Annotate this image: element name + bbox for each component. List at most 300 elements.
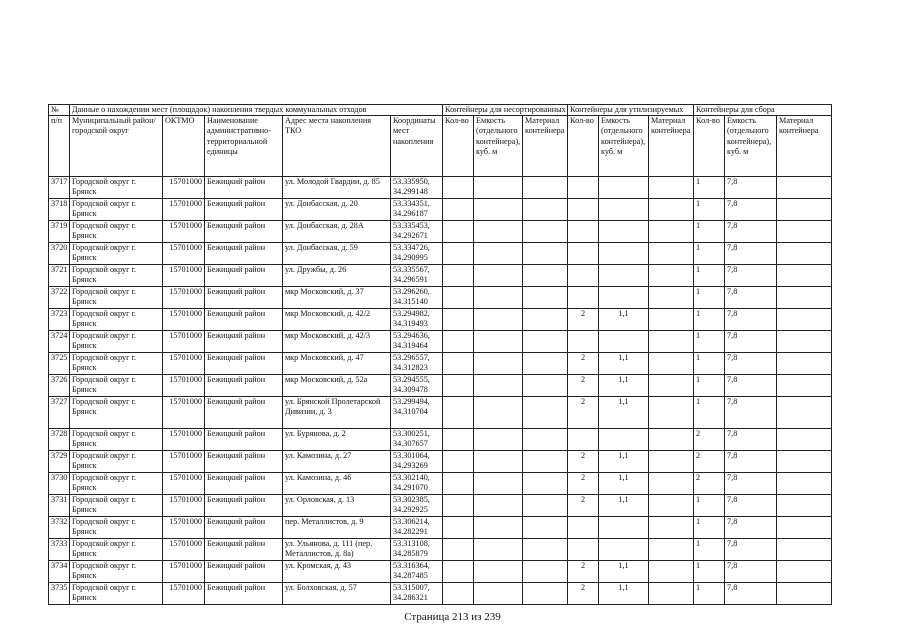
cell-unsorted-material	[523, 243, 568, 265]
cell-collect-qty: 1	[694, 375, 725, 397]
cell-unit: Бежицкий район	[205, 375, 283, 397]
cell-index: 3732	[49, 517, 70, 539]
table-row	[49, 517, 832, 539]
cell-unit: Бежицкий район	[205, 583, 283, 605]
table-row	[49, 583, 832, 605]
table-row	[49, 473, 832, 495]
cell-index: 3726	[49, 375, 70, 397]
cell-collect-capacity: 7,8	[725, 397, 777, 429]
cell-recyclable-capacity	[599, 199, 649, 221]
cell-collect-qty: 1	[694, 495, 725, 517]
header-unsorted-group: Контейнеры для несортированных	[443, 105, 568, 116]
cell-oktmo: 15701000	[163, 287, 205, 309]
table-row	[49, 243, 832, 265]
cell-oktmo: 15701000	[163, 177, 205, 199]
cell-collect-qty: 1	[694, 517, 725, 539]
cell-collect-capacity: 7,8	[725, 561, 777, 583]
cell-unsorted-material	[523, 583, 568, 605]
cell-recyclable-capacity: 1,1	[599, 353, 649, 375]
cell-unsorted-capacity	[474, 517, 523, 539]
col-header-unsorted-material: Материал контейнера	[523, 116, 568, 177]
cell-recyclable-qty: 2	[568, 473, 599, 495]
cell-collect-material	[777, 221, 832, 243]
cell-collect-material	[777, 451, 832, 473]
cell-unsorted-material	[523, 495, 568, 517]
cell-recyclable-capacity	[599, 287, 649, 309]
cell-collect-capacity: 7,8	[725, 583, 777, 605]
cell-address: ул. Донбасская, д. 28А	[283, 221, 391, 243]
cell-collect-qty: 1	[694, 221, 725, 243]
cell-address: ул. Дружбы, д. 26	[283, 265, 391, 287]
cell-recyclable-capacity: 1,1	[599, 397, 649, 429]
cell-recyclable-capacity: 1,1	[599, 473, 649, 495]
cell-unsorted-qty	[443, 539, 474, 561]
cell-collect-capacity: 7,8	[725, 199, 777, 221]
cell-district: Городской округ г. Брянск	[70, 265, 163, 287]
cell-index: 3729	[49, 451, 70, 473]
cell-index: 3734	[49, 561, 70, 583]
cell-unit: Бежицкий район	[205, 287, 283, 309]
cell-collect-capacity: 7,8	[725, 473, 777, 495]
cell-unsorted-material	[523, 309, 568, 331]
cell-recyclable-material	[649, 265, 694, 287]
cell-coords: 53.316364, 34.287485	[391, 561, 443, 583]
cell-collect-qty: 1	[694, 287, 725, 309]
cell-index: 3720	[49, 243, 70, 265]
cell-unsorted-capacity	[474, 561, 523, 583]
cell-recyclable-material	[649, 495, 694, 517]
cell-coords: 53.299494, 34.310704	[391, 397, 443, 429]
cell-unit: Бежицкий район	[205, 429, 283, 451]
cell-index: 3727	[49, 397, 70, 429]
cell-collect-material	[777, 309, 832, 331]
cell-district: Городской округ г. Брянск	[70, 429, 163, 451]
cell-recyclable-capacity	[599, 539, 649, 561]
cell-unsorted-material	[523, 287, 568, 309]
cell-recyclable-qty	[568, 243, 599, 265]
cell-recyclable-qty	[568, 221, 599, 243]
cell-oktmo: 15701000	[163, 353, 205, 375]
cell-unsorted-material	[523, 451, 568, 473]
cell-district: Городской округ г. Брянск	[70, 397, 163, 429]
cell-oktmo: 15701000	[163, 331, 205, 353]
cell-recyclable-qty	[568, 429, 599, 451]
cell-collect-material	[777, 199, 832, 221]
cell-oktmo: 15701000	[163, 583, 205, 605]
col-header-unsorted-capacity: Емкость (отдельного контейнера), куб. м	[474, 116, 523, 177]
cell-recyclable-capacity	[599, 177, 649, 199]
cell-coords: 53.335453, 34.292671	[391, 221, 443, 243]
cell-address: пер. Металлистов, д. 9	[283, 517, 391, 539]
cell-recyclable-material	[649, 309, 694, 331]
table-row	[49, 429, 832, 451]
cell-district: Городской округ г. Брянск	[70, 287, 163, 309]
cell-unit: Бежицкий район	[205, 517, 283, 539]
cell-recyclable-capacity: 1,1	[599, 495, 649, 517]
cell-unsorted-qty	[443, 517, 474, 539]
cell-recyclable-capacity: 1,1	[599, 451, 649, 473]
cell-collect-material	[777, 331, 832, 353]
cell-oktmo: 15701000	[163, 199, 205, 221]
cell-collect-qty: 2	[694, 451, 725, 473]
cell-district: Городской округ г. Брянск	[70, 561, 163, 583]
cell-collect-qty: 1	[694, 583, 725, 605]
cell-recyclable-qty: 2	[568, 561, 599, 583]
cell-unsorted-capacity	[474, 495, 523, 517]
cell-coords: 53.302385, 34.292925	[391, 495, 443, 517]
cell-recyclable-qty	[568, 287, 599, 309]
cell-district: Городской округ г. Брянск	[70, 331, 163, 353]
cell-collect-capacity: 7,8	[725, 221, 777, 243]
cell-address: ул. Донбасская, д. 59	[283, 243, 391, 265]
cell-address: мкр Московский, д. 42/2	[283, 309, 391, 331]
table-row	[49, 287, 832, 309]
cell-recyclable-capacity	[599, 429, 649, 451]
cell-recyclable-qty: 2	[568, 375, 599, 397]
cell-recyclable-capacity	[599, 331, 649, 353]
cell-unsorted-qty	[443, 287, 474, 309]
col-header-recyclable-qty: Кол-во	[568, 116, 599, 177]
table-row	[49, 397, 832, 429]
cell-recyclable-capacity	[599, 243, 649, 265]
cell-collect-material	[777, 177, 832, 199]
cell-address: ул. Камозина, д. 27	[283, 451, 391, 473]
cell-unit: Бежицкий район	[205, 473, 283, 495]
cell-coords: 53.294636, 34.319464	[391, 331, 443, 353]
cell-unsorted-qty	[443, 451, 474, 473]
table-row	[49, 221, 832, 243]
cell-unsorted-qty	[443, 429, 474, 451]
container-sites-table	[48, 104, 832, 605]
cell-collect-qty: 1	[694, 561, 725, 583]
cell-unsorted-capacity	[474, 397, 523, 429]
col-header-unit: Наименование административно-территориальной единицы	[205, 116, 283, 177]
cell-recyclable-qty	[568, 517, 599, 539]
cell-unsorted-capacity	[474, 265, 523, 287]
col-header-address: Адрес места накопления ТКО	[283, 116, 391, 177]
cell-unsorted-capacity	[474, 429, 523, 451]
cell-recyclable-capacity: 1,1	[599, 375, 649, 397]
cell-address: ул. Орловская, д. 13	[283, 495, 391, 517]
table-row	[49, 539, 832, 561]
cell-unit: Бежицкий район	[205, 495, 283, 517]
cell-district: Городской округ г. Брянск	[70, 517, 163, 539]
cell-address: ул. Брянской Пролетарской Дивизии, д. 3	[283, 397, 391, 429]
cell-district: Городской округ г. Брянск	[70, 243, 163, 265]
cell-address: мкр Московский, д. 52а	[283, 375, 391, 397]
cell-coords: 53.315007, 34.286321	[391, 583, 443, 605]
cell-coords: 53.296260, 34.315140	[391, 287, 443, 309]
cell-index: 3724	[49, 331, 70, 353]
cell-unit: Бежицкий район	[205, 561, 283, 583]
cell-unit: Бежицкий район	[205, 353, 283, 375]
cell-unsorted-capacity	[474, 221, 523, 243]
cell-district: Городской округ г. Брянск	[70, 583, 163, 605]
cell-recyclable-material	[649, 177, 694, 199]
cell-unsorted-material	[523, 539, 568, 561]
cell-collect-material	[777, 287, 832, 309]
cell-coords: 53.294555, 34.309478	[391, 375, 443, 397]
cell-oktmo: 15701000	[163, 309, 205, 331]
cell-collect-qty: 1	[694, 199, 725, 221]
table-body	[49, 177, 832, 605]
cell-collect-capacity: 7,8	[725, 517, 777, 539]
cell-recyclable-material	[649, 221, 694, 243]
cell-unsorted-capacity	[474, 539, 523, 561]
cell-index: 3722	[49, 287, 70, 309]
cell-recyclable-material	[649, 473, 694, 495]
header-columns-row	[49, 116, 832, 177]
cell-unsorted-capacity	[474, 583, 523, 605]
cell-unsorted-capacity	[474, 309, 523, 331]
cell-recyclable-material	[649, 331, 694, 353]
header-num-symbol: №	[49, 105, 70, 116]
cell-unsorted-capacity	[474, 177, 523, 199]
cell-address: мкр Московский, д. 42/3	[283, 331, 391, 353]
cell-collect-capacity: 7,8	[725, 539, 777, 561]
cell-recyclable-material	[649, 451, 694, 473]
cell-collect-capacity: 7,8	[725, 331, 777, 353]
cell-collect-qty: 1	[694, 353, 725, 375]
cell-oktmo: 15701000	[163, 397, 205, 429]
header-recyclable-group: Контейнеры для утилизируемых	[568, 105, 694, 116]
cell-coords: 53.302140, 34.291070	[391, 473, 443, 495]
cell-coords: 53.306214, 34.282291	[391, 517, 443, 539]
cell-unsorted-material	[523, 353, 568, 375]
cell-unsorted-material	[523, 473, 568, 495]
cell-collect-capacity: 7,8	[725, 177, 777, 199]
cell-recyclable-qty: 2	[568, 309, 599, 331]
cell-oktmo: 15701000	[163, 429, 205, 451]
cell-recyclable-qty: 2	[568, 353, 599, 375]
cell-unit: Бежицкий район	[205, 221, 283, 243]
cell-collect-material	[777, 561, 832, 583]
cell-address: ул. Молодой Гвардии, д. 85	[283, 177, 391, 199]
cell-unit: Бежицкий район	[205, 199, 283, 221]
cell-unsorted-material	[523, 221, 568, 243]
cell-unsorted-material	[523, 517, 568, 539]
cell-unsorted-qty	[443, 199, 474, 221]
table-row	[49, 375, 832, 397]
cell-index: 3718	[49, 199, 70, 221]
cell-collect-capacity: 7,8	[725, 243, 777, 265]
cell-recyclable-capacity: 1,1	[599, 583, 649, 605]
cell-recyclable-qty	[568, 539, 599, 561]
cell-address: ул. Болховская, д. 57	[283, 583, 391, 605]
cell-unsorted-qty	[443, 397, 474, 429]
col-header-index: п/п	[49, 116, 70, 177]
cell-collect-material	[777, 429, 832, 451]
table-row	[49, 265, 832, 287]
cell-unit: Бежицкий район	[205, 243, 283, 265]
cell-recyclable-qty: 2	[568, 583, 599, 605]
cell-unsorted-material	[523, 561, 568, 583]
cell-address: ул. Кромская, д. 43	[283, 561, 391, 583]
cell-district: Городской округ г. Брянск	[70, 199, 163, 221]
cell-oktmo: 15701000	[163, 375, 205, 397]
cell-district: Городской округ г. Брянск	[70, 375, 163, 397]
cell-collect-material	[777, 353, 832, 375]
table-row	[49, 177, 832, 199]
cell-collect-material	[777, 375, 832, 397]
cell-unsorted-capacity	[474, 243, 523, 265]
table-row	[49, 199, 832, 221]
cell-collect-capacity: 7,8	[725, 495, 777, 517]
col-header-unsorted-qty: Кол-во	[443, 116, 474, 177]
cell-collect-material	[777, 265, 832, 287]
cell-collect-qty: 1	[694, 265, 725, 287]
header-group-row	[49, 105, 832, 116]
cell-unsorted-material	[523, 429, 568, 451]
cell-coords: 53.335567, 34.296591	[391, 265, 443, 287]
cell-index: 3730	[49, 473, 70, 495]
cell-recyclable-qty: 2	[568, 397, 599, 429]
cell-recyclable-material	[649, 397, 694, 429]
cell-unit: Бежицкий район	[205, 539, 283, 561]
cell-oktmo: 15701000	[163, 243, 205, 265]
cell-collect-qty: 1	[694, 309, 725, 331]
cell-index: 3731	[49, 495, 70, 517]
cell-oktmo: 15701000	[163, 495, 205, 517]
cell-unsorted-material	[523, 331, 568, 353]
cell-collect-qty: 1	[694, 177, 725, 199]
cell-collect-material	[777, 243, 832, 265]
cell-unsorted-qty	[443, 177, 474, 199]
cell-unit: Бежицкий район	[205, 451, 283, 473]
cell-coords: 53.294982, 34.319493	[391, 309, 443, 331]
cell-index: 3719	[49, 221, 70, 243]
table-row	[49, 561, 832, 583]
cell-unit: Бежицкий район	[205, 177, 283, 199]
cell-collect-material	[777, 473, 832, 495]
table-row	[49, 353, 832, 375]
col-header-collect-capacity: Емкость (отдельного контейнера), куб. м	[725, 116, 777, 177]
cell-index: 3723	[49, 309, 70, 331]
cell-unsorted-qty	[443, 331, 474, 353]
cell-district: Городской округ г. Брянск	[70, 353, 163, 375]
cell-address: мкр Московский, д. 47	[283, 353, 391, 375]
cell-collect-capacity: 7,8	[725, 451, 777, 473]
col-header-coords: Координаты мест накопления	[391, 116, 443, 177]
cell-recyclable-material	[649, 243, 694, 265]
cell-district: Городской округ г. Брянск	[70, 221, 163, 243]
table-row	[49, 331, 832, 353]
cell-unit: Бежицкий район	[205, 265, 283, 287]
col-header-recyclable-material: Материал контейнера	[649, 116, 694, 177]
cell-collect-capacity: 7,8	[725, 265, 777, 287]
cell-collect-material	[777, 397, 832, 429]
cell-unsorted-qty	[443, 221, 474, 243]
cell-recyclable-material	[649, 375, 694, 397]
cell-recyclable-material	[649, 429, 694, 451]
cell-district: Городской округ г. Брянск	[70, 177, 163, 199]
cell-recyclable-material	[649, 199, 694, 221]
cell-district: Городской округ г. Брянск	[70, 539, 163, 561]
col-header-collect-material: Материал контейнера	[777, 116, 832, 177]
cell-oktmo: 15701000	[163, 265, 205, 287]
cell-index: 3728	[49, 429, 70, 451]
cell-recyclable-material	[649, 287, 694, 309]
cell-address: мкр Московский, д. 37	[283, 287, 391, 309]
cell-index: 3717	[49, 177, 70, 199]
cell-oktmo: 15701000	[163, 451, 205, 473]
cell-recyclable-capacity: 1,1	[599, 561, 649, 583]
cell-coords: 53.296557, 34.312823	[391, 353, 443, 375]
cell-collect-qty: 1	[694, 331, 725, 353]
cell-collect-qty: 1	[694, 539, 725, 561]
cell-oktmo: 15701000	[163, 473, 205, 495]
cell-recyclable-qty	[568, 265, 599, 287]
cell-oktmo: 15701000	[163, 517, 205, 539]
cell-collect-qty: 1	[694, 397, 725, 429]
cell-recyclable-material	[649, 539, 694, 561]
cell-collect-capacity: 7,8	[725, 375, 777, 397]
header-collect-group: Контейнеры для сбора	[694, 105, 832, 116]
cell-unsorted-capacity	[474, 331, 523, 353]
cell-index: 3725	[49, 353, 70, 375]
cell-address: ул. Донбасская, д. 20	[283, 199, 391, 221]
cell-unsorted-material	[523, 177, 568, 199]
cell-unit: Бежицкий район	[205, 331, 283, 353]
cell-unsorted-material	[523, 199, 568, 221]
cell-collect-qty: 2	[694, 429, 725, 451]
col-header-collect-qty: Кол-во	[694, 116, 725, 177]
cell-unsorted-capacity	[474, 375, 523, 397]
cell-unsorted-capacity	[474, 353, 523, 375]
cell-recyclable-capacity	[599, 221, 649, 243]
page-number-footer: Страница 213 из 239	[404, 611, 501, 623]
cell-unsorted-qty	[443, 473, 474, 495]
cell-unsorted-qty	[443, 561, 474, 583]
cell-unsorted-qty	[443, 265, 474, 287]
table-row	[49, 451, 832, 473]
cell-collect-qty: 2	[694, 473, 725, 495]
col-header-oktmo: ОКТМО	[163, 116, 205, 177]
cell-collect-material	[777, 517, 832, 539]
cell-unsorted-capacity	[474, 451, 523, 473]
table-row	[49, 495, 832, 517]
cell-unsorted-material	[523, 397, 568, 429]
cell-district: Городской округ г. Брянск	[70, 495, 163, 517]
header-location-group: Данные о нахождении мест (площадок) накопления твердых коммунальных отходов	[70, 105, 443, 116]
cell-collect-qty: 1	[694, 243, 725, 265]
cell-recyclable-qty	[568, 331, 599, 353]
cell-index: 3721	[49, 265, 70, 287]
cell-collect-capacity: 7,8	[725, 287, 777, 309]
cell-oktmo: 15701000	[163, 221, 205, 243]
cell-oktmo: 15701000	[163, 561, 205, 583]
cell-recyclable-capacity: 1,1	[599, 309, 649, 331]
cell-district: Городской округ г. Брянск	[70, 451, 163, 473]
cell-coords: 53.300251, 34.307657	[391, 429, 443, 451]
cell-unsorted-qty	[443, 375, 474, 397]
cell-address: ул. Бурянова, д. 2	[283, 429, 391, 451]
cell-unsorted-qty	[443, 243, 474, 265]
cell-unsorted-qty	[443, 495, 474, 517]
col-header-district: Муниципальный район/городской округ	[70, 116, 163, 177]
cell-unsorted-capacity	[474, 287, 523, 309]
cell-address: ул. Камозина, д. 46	[283, 473, 391, 495]
cell-unsorted-material	[523, 265, 568, 287]
cell-unsorted-capacity	[474, 199, 523, 221]
cell-recyclable-qty: 2	[568, 495, 599, 517]
cell-recyclable-material	[649, 353, 694, 375]
cell-recyclable-material	[649, 583, 694, 605]
cell-unsorted-qty	[443, 353, 474, 375]
cell-recyclable-material	[649, 561, 694, 583]
col-header-recyclable-capacity: Емкость (отдельного контейнера), куб. м	[599, 116, 649, 177]
cell-index: 3733	[49, 539, 70, 561]
